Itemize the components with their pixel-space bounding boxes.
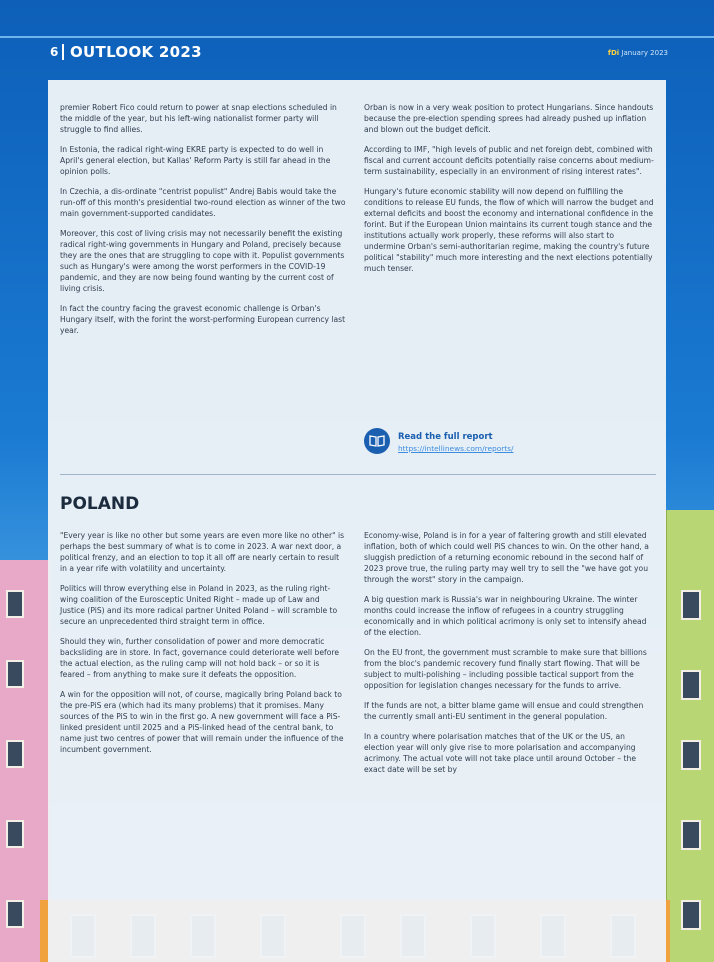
book-icon: [364, 428, 390, 454]
paragraph: Economy-wise, Poland is in for a year of faltering growth and still elevated inflation, both of which could well PiS chances to win. On the other hand, a sluggish prediction of a returning economic rebound in the second half of 2023 prove true, the ruling party may well try to sell the "we have got you through the worst" story in the campaign.: [364, 531, 649, 584]
poland-column-right: [364, 530, 654, 784]
paragraph: Should they win, further consolidation of power and more democratic backsliding are in store. In fact, governance could deteriorate well before the actual election, as the ruling camp will not hold back – or so it is feared – from anything to make sure it defeats the opposition.: [60, 637, 339, 679]
paragraph: If the funds are not, a bitter blame game will ensue and could strengthen the currently small anti-EU sentiment in the general population.: [364, 701, 644, 721]
paragraph: A big question mark is Russia's war in neighbouring Ukraine. The winter months could increase the inflow of refugees in a country struggling economically and in which political acrimony is only set to intensify ahead of the election.: [364, 595, 647, 637]
paragraph: Orban is now in a very weak position to protect Hungarians. Since handouts because the pre-election spending sprees had already pushed up inflation and blown out the budget deficit.: [364, 103, 654, 134]
report-url[interactable]: https://intellinews.com/reports/: [398, 444, 514, 453]
paragraph: According to IMF, "high levels of public and net foreign debt, combined with fiscal and current account deficits potentially raise concerns about medium-term sustainability, especially in an environment of rising interest rates".: [364, 145, 654, 176]
paragraph: Politics will throw everything else in Poland in 2023, as the ruling right-wing coalition of the Eurosceptic United Right – made up of Law and Justice (PiS) and its more radical partner United Poland – will scramble to secure an unprecedented third straight term in office.: [60, 584, 338, 626]
header-separator: [62, 44, 64, 60]
section-header-title: OUTLOOK 2023: [70, 43, 202, 61]
paragraph: Hungary's future economic stability will now depend on fulfilling the conditions to release EU funds, the flow of which will narrow the budget and external deficits and boost the economy and international confidence in the forint. But if the European Union maintains its current tough stance and the institutions actually work properly, these reforms will also start to undermine Orban's semi-authoritarian regime, making the country's future political "stability" much more interesting and the next elections potentially much tenser.: [364, 187, 654, 273]
article-column-top-right: [364, 102, 654, 283]
poland-column-left: [60, 530, 346, 764]
background-building-right: [664, 510, 714, 962]
paragraph: "Every year is like no other but some years are even more like no other" is perhaps the best summary of what is to come in 2023. A war next door, a political frenzy, and an election to top it all off are nearly certain to result in a year rife with volatility and uncertainty.: [60, 531, 345, 573]
header-date: fDi January 2023: [607, 49, 668, 57]
report-label[interactable]: Read the full report: [398, 432, 493, 442]
article-panel: [48, 80, 666, 962]
paragraph: A win for the opposition will not, of course, magically bring Poland back to the pre-PiS era (which had its many problems) that it promises. Many sources of the PiS to win in the first go. A new government will face a PiS-linked president until 2025 and a PiS-linked head of the central bank, to name just two centres of power that will remain under the influence of the incumbent government.: [60, 690, 344, 754]
page-header: [0, 40, 714, 66]
paragraph: In Czechia, a dis-ordinate "centrist populist" Andrej Babis would take the run-off of this month's presidential two-round election as winner of the two main government-supported candidates.: [60, 187, 346, 218]
paragraph: In a country where polarisation matches that of the UK or the US, an election year will only give rise to more polarisation and accompanying acrimony. The actual vote will not take place until around October – the exact date will be set by: [364, 732, 637, 774]
header-rule: [0, 36, 714, 38]
paragraph: On the EU front, the government must scramble to make sure that billions from the bloc's pandemic recovery fund finally start flowing. That will be subject to multi-polishing – including possible tactical support from the opposition for legislation changes necessary for the funds to arrive.: [364, 648, 647, 690]
article-column-top-left: [60, 102, 346, 345]
section-divider: [60, 474, 656, 475]
read-full-report-link[interactable]: [364, 424, 654, 460]
page-number: 6: [50, 45, 59, 59]
paragraph: In Estonia, the radical right-wing EKRE party is expected to do well in April's general election, but Kallas' Reform Party is still far ahead in the opinion polls.: [60, 145, 331, 176]
paragraph: Moreover, this cost of living crisis may not necessarily benefit the existing radical right-wing governments in Hungary and Poland, precisely because they are the ones that are struggling to cope with it. Populist governments such as Hungary's were among the worst performers in the COVID-19 pandemic, and they are now being found wanting by the current cost of living crisis.: [60, 229, 345, 293]
section-heading-poland: POLAND: [60, 494, 140, 514]
paragraph: In fact the country facing the gravest economic challenge is Orban's Hungary itself, with the forint the worst-performing European currency last year.: [60, 304, 346, 335]
paragraph: premier Robert Fico could return to power at snap elections scheduled in the middle of the year, but his left-wing nationalist former party will struggle to find allies.: [60, 103, 337, 134]
